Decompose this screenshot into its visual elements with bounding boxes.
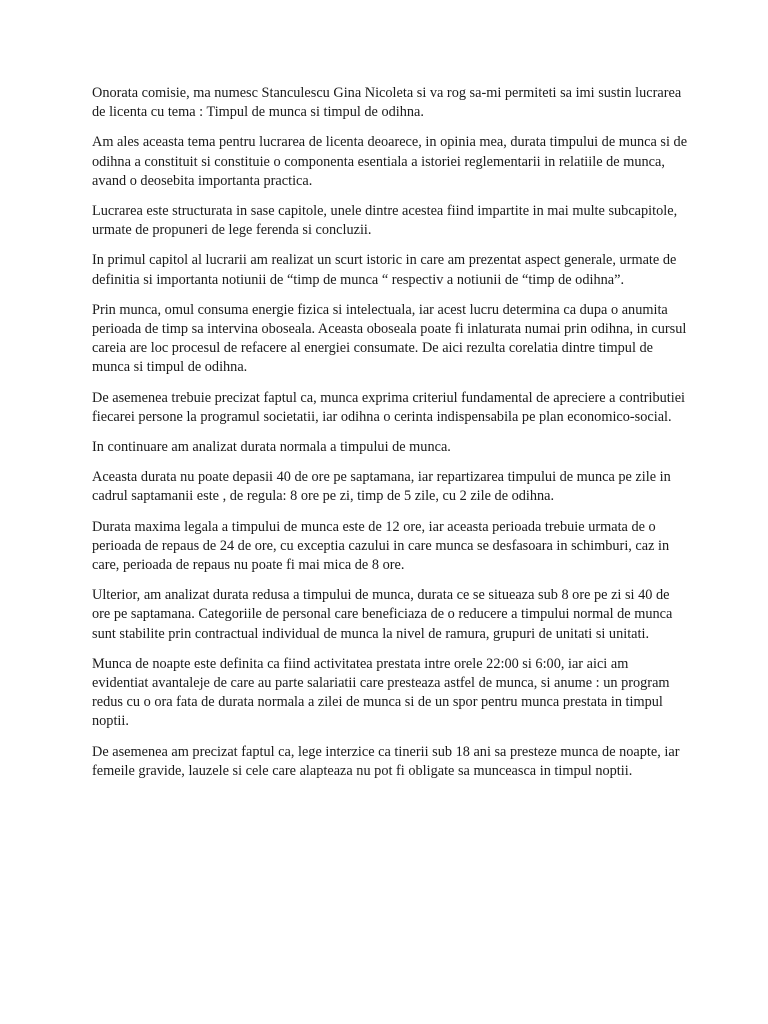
paragraph-8: Aceasta durata nu poate depasii 40 de ore pe saptamana, iar repartizarea timpului de munca pe zile in cadrul saptamanii este , de regula: 8 ore pe zi, timp de 5 zile, cu 2 zile de odihna.: [92, 469, 671, 505]
paragraph-11: Munca de noapte este definita ca fiind activitatea prestata intre orele 22:00 si 6:00, iar aici am evidentiat avantaleje de care au parte salariatii care presteaza astfel de munca, si anume : un program redus cu o ora fata de durata normala a zilei de munca si de un spor pentru munca prestata in timpul noptii.: [92, 655, 670, 730]
paragraph-3: Lucrarea este structurata in sase capitole, unele dintre acestea fiind impartite in mai multe subcapitole, urmate de propuneri de lege ferenda si concluzii.: [92, 203, 678, 239]
paragraph-6: De asemenea trebuie precizat faptul ca, munca exprima criteriul fundamental de apreciere a contributiei fiecarei persone la programul societatii, iar odihna o cerinta indispensabila pe plan economico-social.: [92, 389, 686, 425]
paragraph-1: Onorata comisie, ma numesc Stanculescu Gina Nicoleta si va rog sa-mi permiteti sa imi sustin lucrarea de licenta cu tema : Timpul de munca si timpul de odihna.: [92, 85, 682, 121]
paragraph-10: Ulterior, am analizat durata redusa a timpului de munca, durata ce se situeaza sub 8 ore pe zi si 40 de ore pe saptamana. Categoriile de personal care beneficiaza de o reducere a timpului normal de munca sunt stabilite prin contractual individual de munca la nivel de ramura, grupuri de unitati si unitati.: [92, 587, 673, 642]
paragraph-7: In continuare am analizat durata normala a timpului de munca.: [92, 439, 451, 456]
paragraph-4: In primul capitol al lucrarii am realizat un scurt istoric in care am prezentat aspect generale, urmate de definitia si importanta notiunii de “timp de munca “ respectiv a notiunii de “timp de odihna”.: [92, 252, 677, 288]
paragraph-9: Durata maxima legala a timpului de munca este de 12 ore, iar aceasta perioada trebuie urmata de o perioada de repaus de 24 de ore, cu exceptia cazului in care munca se desfasoara in schimburi, caz in care, perioada de repaus nu poate fi mai mica de 8 ore.: [92, 518, 670, 574]
paragraph-2: Am ales aceasta tema pentru lucrarea de licenta deoarece, in opinia mea, durata timpului de munca si de odihna a constituit si constituie o componenta esentiala a istoriei reglementarii in relatiile de munca, avand o deosebita importanta practica.: [92, 134, 688, 189]
paragraph-12: De asemenea am precizat faptul ca, lege interzice ca tinerii sub 18 ani sa presteze munca de noapte, iar femeile gravide, lauzele si cele care alapteaza nu pot fi obligate sa munceasca in timpul noptii.: [92, 743, 680, 779]
paragraph-5: Prin munca, omul consuma energie fizica si intelectuala, iar acest lucru determina ca dupa o anumita perioada de timp sa intervina oboseala. Aceasta oboseala poate fi inlaturata numai prin odihna, in cursul careia are loc procesul de refacere al energiei consumate. De aici rezulta corelatia dintre timpul de munca si timpul de odihna.: [92, 301, 687, 376]
